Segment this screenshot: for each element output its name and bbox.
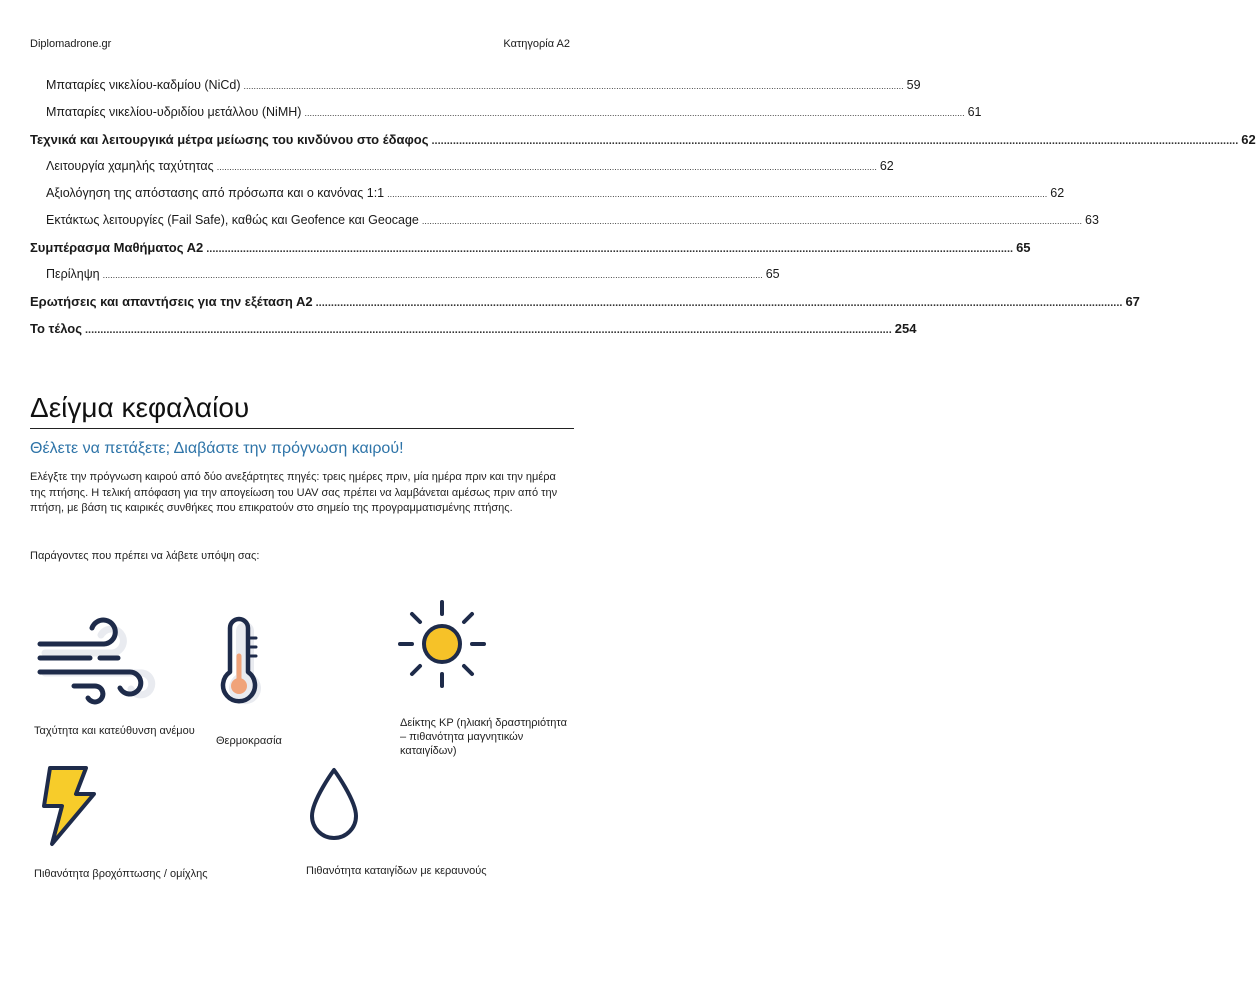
thunderstorm-caption: Πιθανότητα καταιγίδων με κεραυνούς: [306, 865, 487, 877]
toc-entry-title: Μπαταρίες νικελίου-καδμίου (NiCd): [46, 78, 241, 92]
toc-entry[interactable]: [30, 159, 894, 186]
toc-entry[interactable]: [30, 213, 1099, 240]
toc-entry-page: 62: [1050, 186, 1065, 200]
toc-entry[interactable]: [30, 321, 917, 348]
toc-leader-dots: ........................................................................................................................................................................................................................................................................: [421, 216, 1083, 226]
lightning-icon: [36, 760, 106, 850]
toc-entry-page: 62: [1241, 132, 1256, 147]
toc-entry-title: Αξιολόγηση της απόστασης από πρόσωπα και ο κανόνας 1:1: [46, 186, 385, 200]
toc-leader-dots: ........................................................................................................................................................................................................................................................................: [304, 108, 965, 118]
toc-leader-dots: ........................................................................................................................................................................................................................................................................: [431, 135, 1239, 147]
toc-entry-title: Συμπέρασμα Μαθήματος Α2: [30, 240, 204, 255]
toc-entry-page: 62: [879, 159, 894, 173]
toc-entry-page: 254: [894, 321, 917, 336]
toc-entry-page: 59: [906, 78, 921, 92]
toc-entry-page: 65: [765, 267, 780, 281]
header-site: Diplomadrone.gr: [30, 38, 112, 50]
title-divider: [30, 428, 574, 429]
toc-entry-title: Εκτάκτως λειτουργίες (Fail Safe), καθώς και Geofence και Geocage: [46, 213, 419, 227]
toc-leader-dots: ........................................................................................................................................................................................................................................................................: [216, 162, 877, 172]
toc-entry-title: Μπαταρίες νικελίου-υδριδίου μετάλλου (NiMH): [46, 105, 302, 119]
toc-entry-title: Τεχνικά και λειτουργικά μέτρα μείωσης του κινδύνου στο έδαφος: [30, 132, 429, 147]
toc-leader-dots: ........................................................................................................................................................................................................................................................................: [102, 270, 763, 280]
toc-entry[interactable]: [30, 267, 780, 294]
temperature-caption: Θερμοκρασία: [216, 735, 282, 747]
wind-icon: [34, 622, 154, 702]
toc-leader-dots: ........................................................................................................................................................................................................................................................................: [387, 189, 1048, 199]
kp-index-caption: Δείκτης ΚΡ (ηλιακή δραστηριότητα – πιθανότητα μαγνητικών καταιγίδων): [400, 717, 567, 757]
raindrop-icon: [306, 766, 362, 846]
intro-paragraph: Ελέγξτε την πρόγνωση καιρού από δύο ανεξάρτητες πηγές: τρεις ημέρες πριν, μία ημέρα πριν και την ημέρα της πτήσης. Η τελική απόφαση για την απογείωση του UAV σας πρέπει να λαμβάνεται αμέσως πριν από την πτήση, με βάση τις καιρικές συνθήκες που επικρατούν στο σημείο της προγραμματισμένης πτήσης.: [30, 471, 558, 514]
toc-leader-dots: ........................................................................................................................................................................................................................................................................: [315, 297, 1123, 309]
toc-entry-title: Λειτουργία χαμηλής ταχύτητας: [46, 159, 214, 173]
toc-entry-page: 65: [1016, 240, 1031, 255]
toc-entry[interactable]: [30, 78, 921, 105]
toc-entry[interactable]: [30, 105, 982, 132]
thermometer-icon: [210, 620, 270, 710]
page-header: [30, 38, 570, 54]
factors-label: Παράγοντες που πρέπει να λάβετε υπόψη σας:: [30, 550, 260, 562]
table-of-contents: [30, 78, 1256, 348]
toc-entry-title: Το τέλος: [30, 321, 82, 336]
toc-leader-dots: ........................................................................................................................................................................................................................................................................: [84, 324, 892, 336]
toc-entry[interactable]: [30, 240, 1031, 267]
rain-fog-caption: Πιθανότητα βροχόπτωσης / ομίχλης: [34, 868, 208, 880]
toc-entry-page: 61: [967, 105, 982, 119]
toc-entry-page: 63: [1085, 213, 1099, 227]
toc-entry[interactable]: [30, 132, 1256, 159]
sun-icon: [396, 598, 488, 690]
section-subtitle: Θέλετε να πετάξετε; Διαβάστε την πρόγνωση καιρού!: [30, 440, 404, 457]
toc-entry[interactable]: [30, 294, 1140, 321]
toc-leader-dots: ........................................................................................................................................................................................................................................................................: [206, 243, 1014, 255]
toc-entry-title: Ερωτήσεις και απαντήσεις για την εξέταση Α2: [30, 294, 313, 309]
toc-entry-title: Περίληψη: [46, 267, 100, 281]
chapter-title: Δείγμα κεφαλαίου: [30, 392, 250, 423]
toc-entry[interactable]: [30, 186, 1065, 213]
wind-caption: Ταχύτητα και κατεύθυνση ανέμου: [34, 725, 195, 737]
toc-entry-page: 67: [1125, 294, 1140, 309]
toc-leader-dots: ........................................................................................................................................................................................................................................................................: [243, 81, 904, 91]
header-category: Κατηγορία Α2: [503, 38, 570, 50]
